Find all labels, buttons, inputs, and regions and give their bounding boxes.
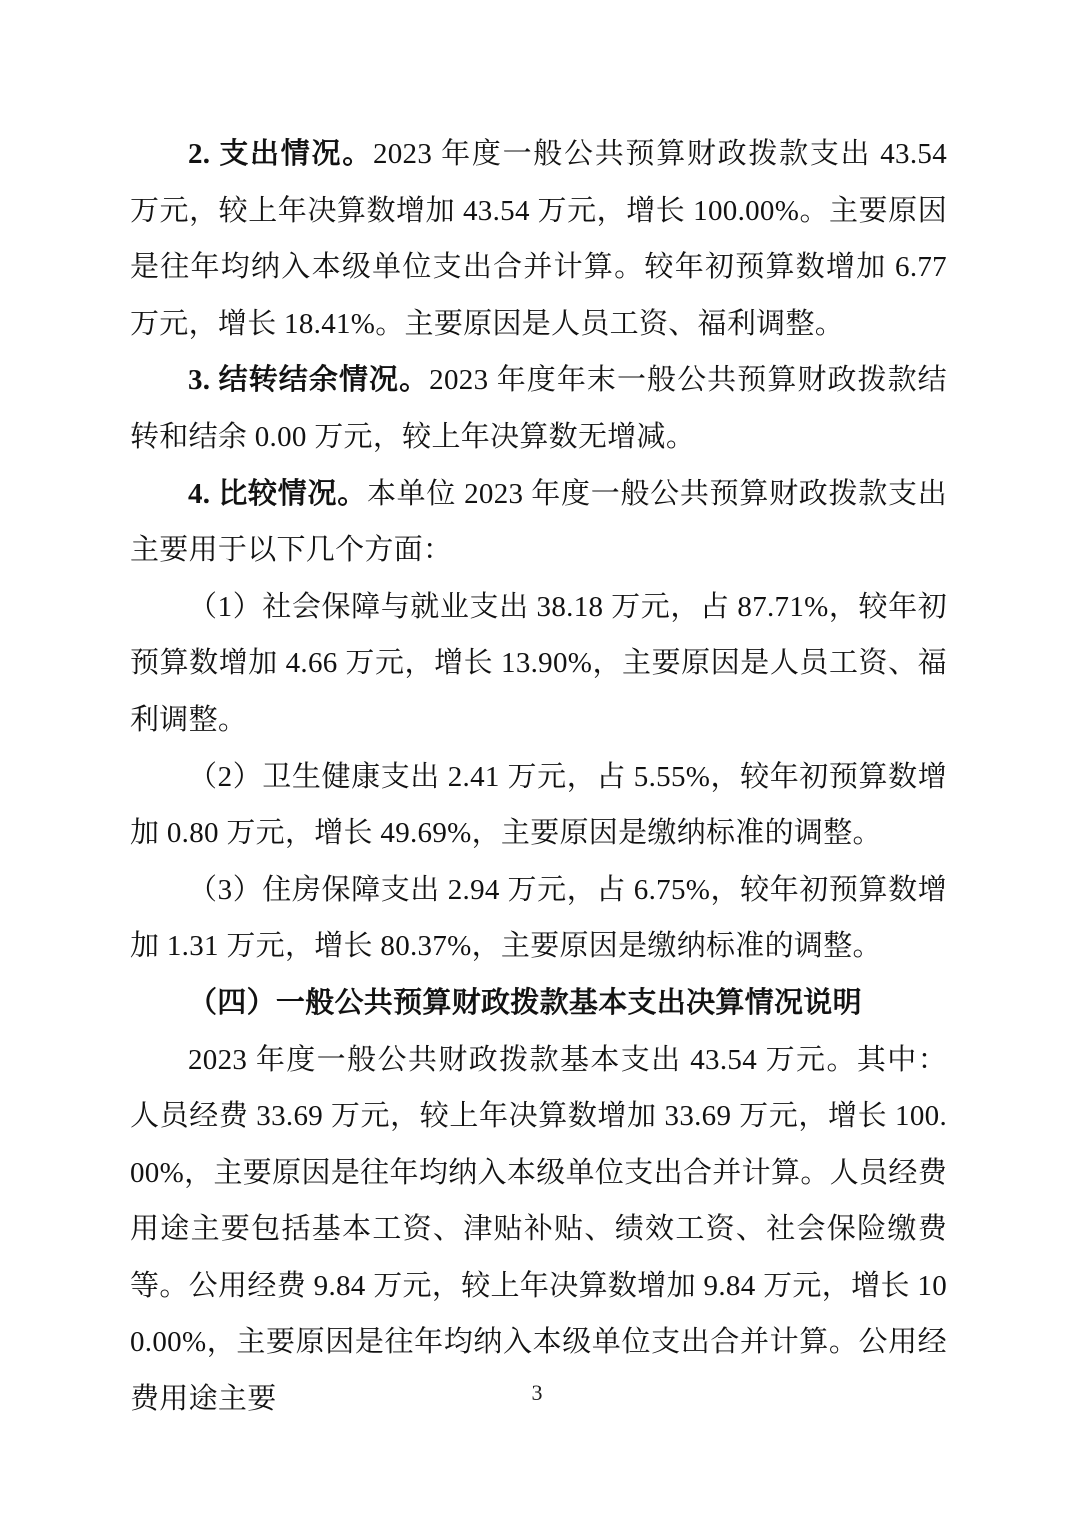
paragraph (130, 126, 947, 352)
page-number: 3 (531, 1380, 543, 1405)
paragraph (130, 579, 947, 749)
text-run: 本单位 2023 年度一般公共预算财政拨款支出主要用于以下几个方面： (130, 477, 947, 567)
text-run: 2023 年度一般公共财政拨款基本支出 43.54 万元。其中：人员经费 33.69 万元，较上年决算数增加 33.69 万元，增长 100.00%，主要原因是往年均纳入本级单位支出合并计算。人员经费用途主要包括基本工资、津贴补贴、绩效工资、社会保险缴费等。公用经费 9.84 万元，较上年决算数增加 9.84 万元，增长 100.00%，主要原因是往年均纳入本级单位支出合并计算。公用经费用途主要 (130, 1043, 947, 1416)
paragraph (130, 352, 947, 465)
paragraph (130, 749, 947, 862)
paragraph (130, 1032, 947, 1428)
text-run: （3）住房保障支出 2.94 万元，占 6.75%，较年初预算数增加 1.31 万元，增长 80.37%，主要原因是缴纳标准的调整。 (130, 873, 947, 963)
bold-text-run: 3. 结转结余情况。 (188, 364, 430, 397)
paragraph (130, 466, 947, 579)
text-run: 2023 年度一般公共预算财政拨款支出 43.54 万元，较上年决算数增加 43.54 万元，增长 100.00%。主要原因是往年均纳入本级单位支出合并计算。较年初预算数增加 6.77 万元，增长 18.41%。主要原因是人员工资、福利调整。 (130, 138, 947, 340)
paragraph (130, 862, 947, 975)
text-run: 2023 年度年末一般公共预算财政拨款结转和结余 0.00 万元，较上年决算数无增减。 (130, 364, 947, 453)
text-run: （2）卫生健康支出 2.41 万元，占 5.55%，较年初预算数增加 0.80 万元，增长 49.69%，主要原因是缴纳标准的调整。 (130, 760, 947, 850)
bold-text-run: （四）一般公共预算财政拨款基本支出决算情况说明 (188, 986, 862, 1019)
document-body (130, 126, 947, 1428)
bold-text-run: 4. 比较情况。 (188, 477, 367, 510)
section-heading (130, 975, 947, 1032)
text-run: （1）社会保障与就业支出 38.18 万元，占 87.71%，较年初预算数增加 4.66 万元，增长 13.90%，主要原因是人员工资、福利调整。 (130, 590, 947, 736)
bold-text-run: 2. 支出情况。 (188, 138, 373, 170)
